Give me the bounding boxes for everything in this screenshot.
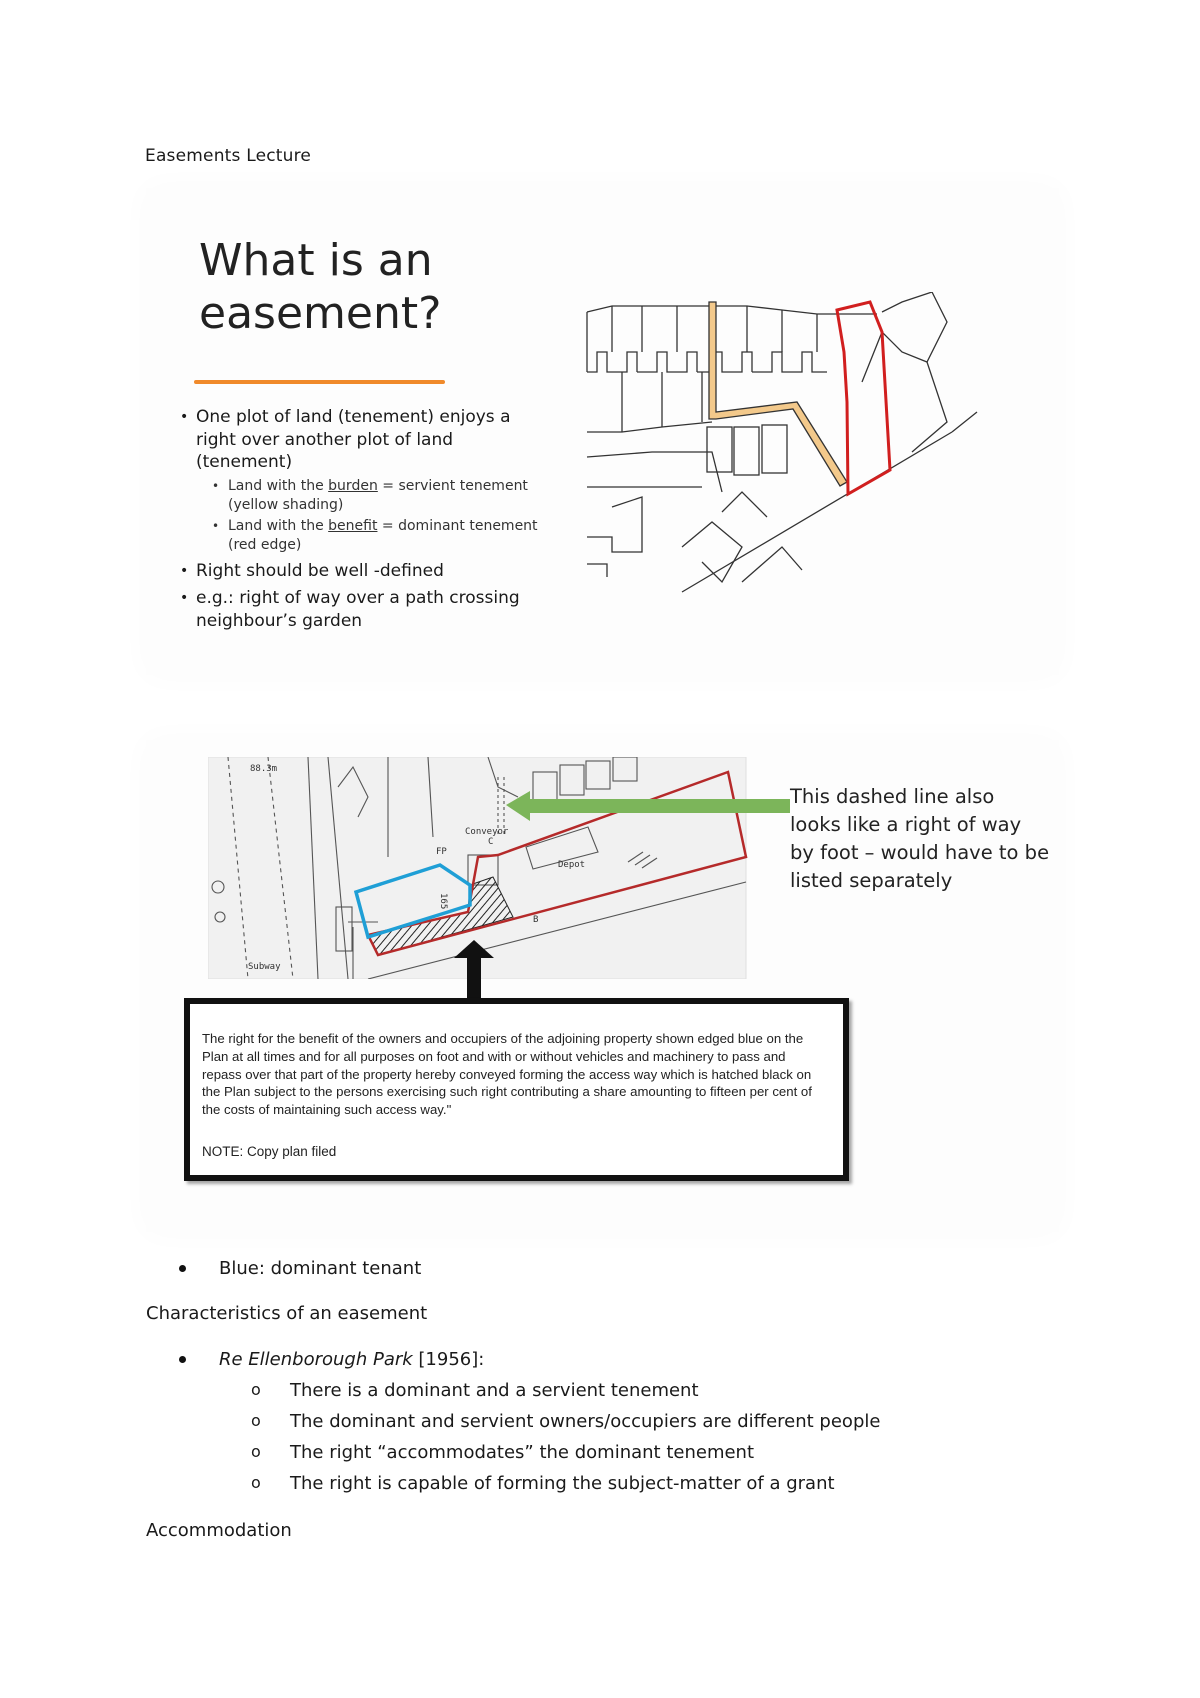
fp-label: FP <box>436 847 447 857</box>
slide-heading-line2: easement? <box>199 288 442 339</box>
heading-underline <box>194 380 445 384</box>
conveyor-label: Conveyor <box>465 827 509 837</box>
case-name: Re Ellenborough Park <box>219 1349 413 1370</box>
slide-heading-line1: What is an <box>199 235 433 286</box>
register-extract-note: NOTE: Copy plan filed <box>202 1144 337 1159</box>
height-label: 88.3m <box>250 764 278 774</box>
document-title: Easements Lecture <box>145 146 312 166</box>
sub-bullet-burden: • Land with the burden = servient tenement (yellow shading) <box>178 477 538 515</box>
plot-label: 165 <box>438 893 448 910</box>
bullet-dot <box>179 1265 186 1272</box>
bullet-example: • e.g.: right of way over a path crossing neighbour’s garden <box>178 587 538 632</box>
register-extract-box <box>184 998 849 1181</box>
slide-bullet-list <box>178 406 538 635</box>
heading-accommodation: Accommodation <box>146 1520 292 1541</box>
case-year: [1956]: <box>412 1349 485 1370</box>
b-label: B <box>533 915 539 925</box>
slide-heading <box>199 234 441 340</box>
property-plan-map <box>582 292 982 602</box>
heading-characteristics: Characteristics of an easement <box>146 1303 428 1324</box>
bullet-dot <box>179 1356 186 1363</box>
sub-bullet-benefit: • Land with the benefit = dominant tenement (red edge) <box>178 517 538 555</box>
ordnance-plan-map <box>208 757 808 979</box>
slide-registered-easement <box>146 740 1059 1232</box>
subway-label: Subway <box>248 962 281 972</box>
bullet-well-defined: • Right should be well -defined <box>178 560 538 583</box>
depot-label: Depot <box>558 860 586 870</box>
dashed-line-annotation: This dashed line also looks like a right of way by foot – would have to be listed separately <box>790 785 1050 892</box>
register-extract-text: The right for the benefit of the owners and occupiers of the adjoining property shown edged blue on the Plan at all times and for all purposes on foot and with or without vehicles and machinery to pass and repass over that part of the property hereby conveyed forming the access way which is hatched black on the Plan subject to the persons exercising such right contributing a share amounting to fifteen per cent of the costs of maintaining such access way." <box>202 1031 812 1118</box>
bullet-plot-of-land: • One plot of land (tenement) enjoys a right over another plot of land (tenement) <box>178 406 538 474</box>
c-label: C <box>488 837 494 847</box>
slide-what-is-an-easement <box>146 188 1059 675</box>
up-arrow-icon <box>454 940 494 1002</box>
